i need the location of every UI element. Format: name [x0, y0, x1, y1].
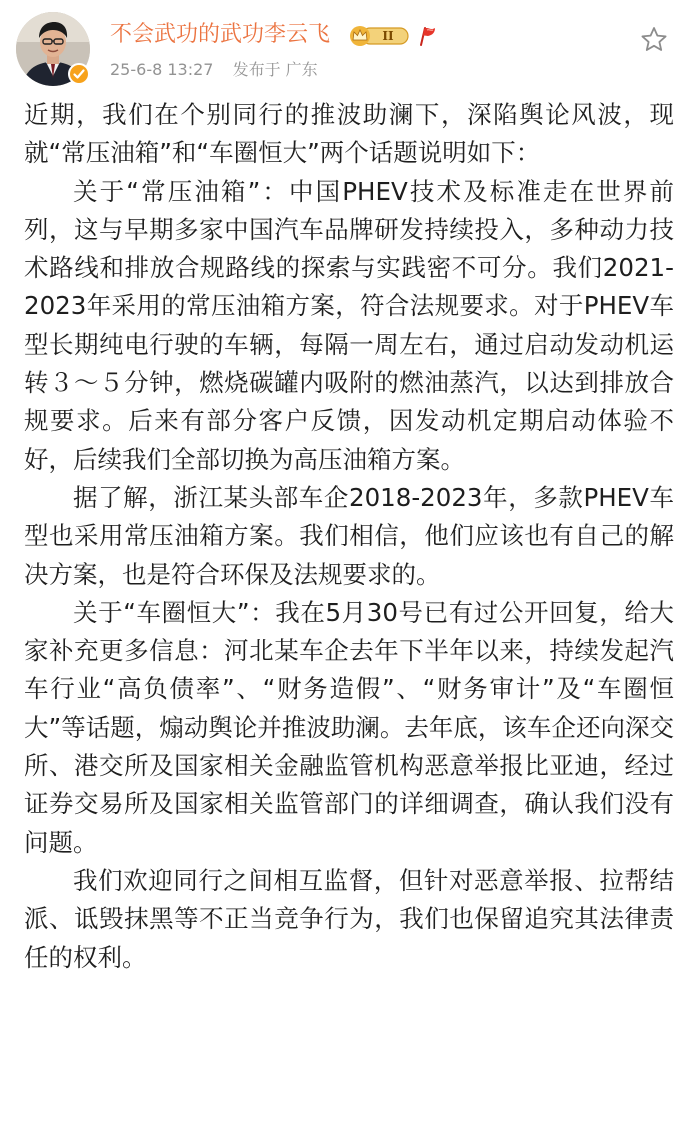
username[interactable]: 不会武功的武功李云飞: [110, 22, 331, 47]
vip-badge[interactable]: [348, 25, 410, 47]
post-paragraph-intro: 近期，我们在个别同行的推波助澜下，深陷舆论风波，现就“常压油箱”和“车圈恒大”两个话题说明如下：: [24, 100, 674, 168]
star-outline-icon: [638, 24, 670, 56]
red-flag-icon: [415, 25, 439, 47]
verified-badge-icon: [68, 63, 90, 85]
post-paragraph-zhejiang: 据了解，浙江某头部车企2018-2023年，多款PHEV车型也采用常压油箱方案。我们相信，他们应该也有自己的解决方案，也是符合环保及法规要求的。: [24, 482, 674, 589]
post-paragraph-evergrande: 关于“车圈恒大”：我在5月30号已有过公开回复，给大家补充更多信息：河北某车企去年下半年以来，持续发起汽车行业“高负债率”、“财务造假”、“财务审计”及“车圈恒大”等话题，煽动舆论并推波助澜。去年底，该车企还向深交所、港交所及国家相关金融监管机构恶意举报比亚迪，经过证券交易所及国家相关监管部门的详细调查，确认我们没有问题。: [24, 597, 674, 857]
post-paragraph-fuel-tank: 关于“常压油箱”：中国PHEV技术及标准走在世界前列，这与早期多家中国汽车品牌研发持续投入，多种动力技术路线和排放合规路线的探索与实践密不可分。我们2021-2023年采用的常压油箱方案，符合法规要求。对于PHEV车型长期纯电行驶的车辆，每隔一周左右，通过启动发动机运转３～５分钟，燃烧碳罐内吸附的燃油蒸汽，以达到排放合规要求。后来有部分客户反馈，因发动机定期启动体验不好，后续我们全部切换为高压油箱方案。: [24, 176, 674, 474]
post-body: [24, 96, 674, 977]
favorite-star-button[interactable]: [638, 24, 670, 56]
post-header: [0, 0, 690, 92]
post-paragraph-closing: 我们欢迎同行之间相互监督，但针对恶意举报、拉帮结派、诋毁抹黑等不正当竞争行为，我们也保留追究其法律责任的权利。: [24, 865, 674, 972]
vip-level-label: II: [382, 29, 394, 43]
post-meta: [110, 58, 332, 82]
post-location: 发布于 广东: [232, 60, 318, 79]
post-timestamp: 25-6-8 13:27: [110, 60, 214, 79]
